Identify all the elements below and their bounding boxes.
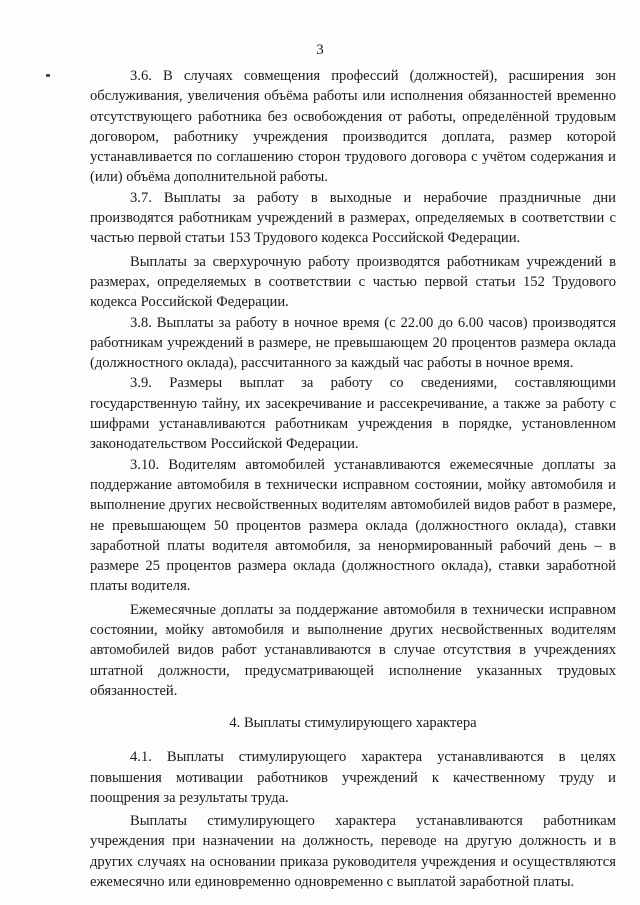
paragraph-3-9: 3.9. Размеры выплат за работу со сведениями, составляющими государственную тайну, их засекречивание и рассекречивание, а также за работу с шифрами устанавливаются работникам учреждения в порядке, установленном законодательством Российской Федерации. bbox=[90, 375, 616, 453]
paragraph-monthly-allowance: Ежемесячные доплаты за поддержание автомобиля в технически исправном состоянии, мойку автомобиля и выполнение других несвойственных водителям автомобилей видов работ устанавливаются в случае отсутствия в учреждениях штатной должности, предусматривающей исполнение указанных трудовых обязанностей. bbox=[90, 601, 616, 699]
paragraph-3-10: 3.10. Водителям автомобилей устанавливаются ежемесячные доплаты за поддержание автомобиля в технически исправном состоянии, мойку автомобиля и выполнение других несвойственных водителям автомобилей видов работ в размере, не превышающем 50 процентов размера оклада (должностного оклада), ставки заработной платы водителя автомобиля, за ненормированный рабочий день – в размере 25 процентов размера оклада (должностного оклада), ставки заработной платы водителя. bbox=[90, 456, 616, 595]
scan-speck bbox=[46, 74, 50, 77]
section-heading: 4. Выплаты стимулирующего характера bbox=[229, 715, 477, 732]
paragraph-3-6: 3.6. В случаях совмещения профессий (должностей), расширения зон обслуживания, увеличения объёма работы или исполнения обязанностей временно отсутствующего работника без освобождения от работы, определённой трудовым договором, работнику учреждения производится доплата, размер которой устанавливается по соглашению сторон трудового договора с учётом содержания и (или) объёма дополнительной работы. bbox=[90, 68, 616, 186]
paragraph-3-7: 3.7. Выплаты за работу в выходные и нерабочие праздничные дни производятся работникам учреждений в размерах, определяемых в соответствии с частью первой статьи 153 Трудового кодекса Российской Федерации. bbox=[90, 189, 616, 247]
page-number: 3 bbox=[316, 42, 324, 58]
document-body bbox=[90, 66, 616, 892]
paragraph-incentive-appointment: Выплаты стимулирующего характера устанавливаются работникам учреждения при назначении на должность, переводе на другую должность и в других случаях на основании приказа руководителя учреждения и осуществляются ежемесячно или единовременно одновременно с выплатой заработной платы. bbox=[90, 813, 616, 890]
paragraph-4-1: 4.1. Выплаты стимулирующего характера устанавливаются в целях повышения мотивации работников учреждений к качественному труду и поощрения за результаты труда. bbox=[90, 749, 616, 806]
paragraph-overtime: Выплаты за сверхурочную работу производятся работникам учреждений в размерах, определяемых в соответствии с частью первой статьи 152 Трудового кодекса Российской Федерации. bbox=[90, 253, 616, 311]
paragraph-3-8: 3.8. Выплаты за работу в ночное время (с 22.00 до 6.00 часов) производятся работникам учреждений в размере, не превышающем 20 процентов размера оклада (должностного оклада), рассчитанного за каждый час работы в ночное время. bbox=[90, 314, 616, 372]
